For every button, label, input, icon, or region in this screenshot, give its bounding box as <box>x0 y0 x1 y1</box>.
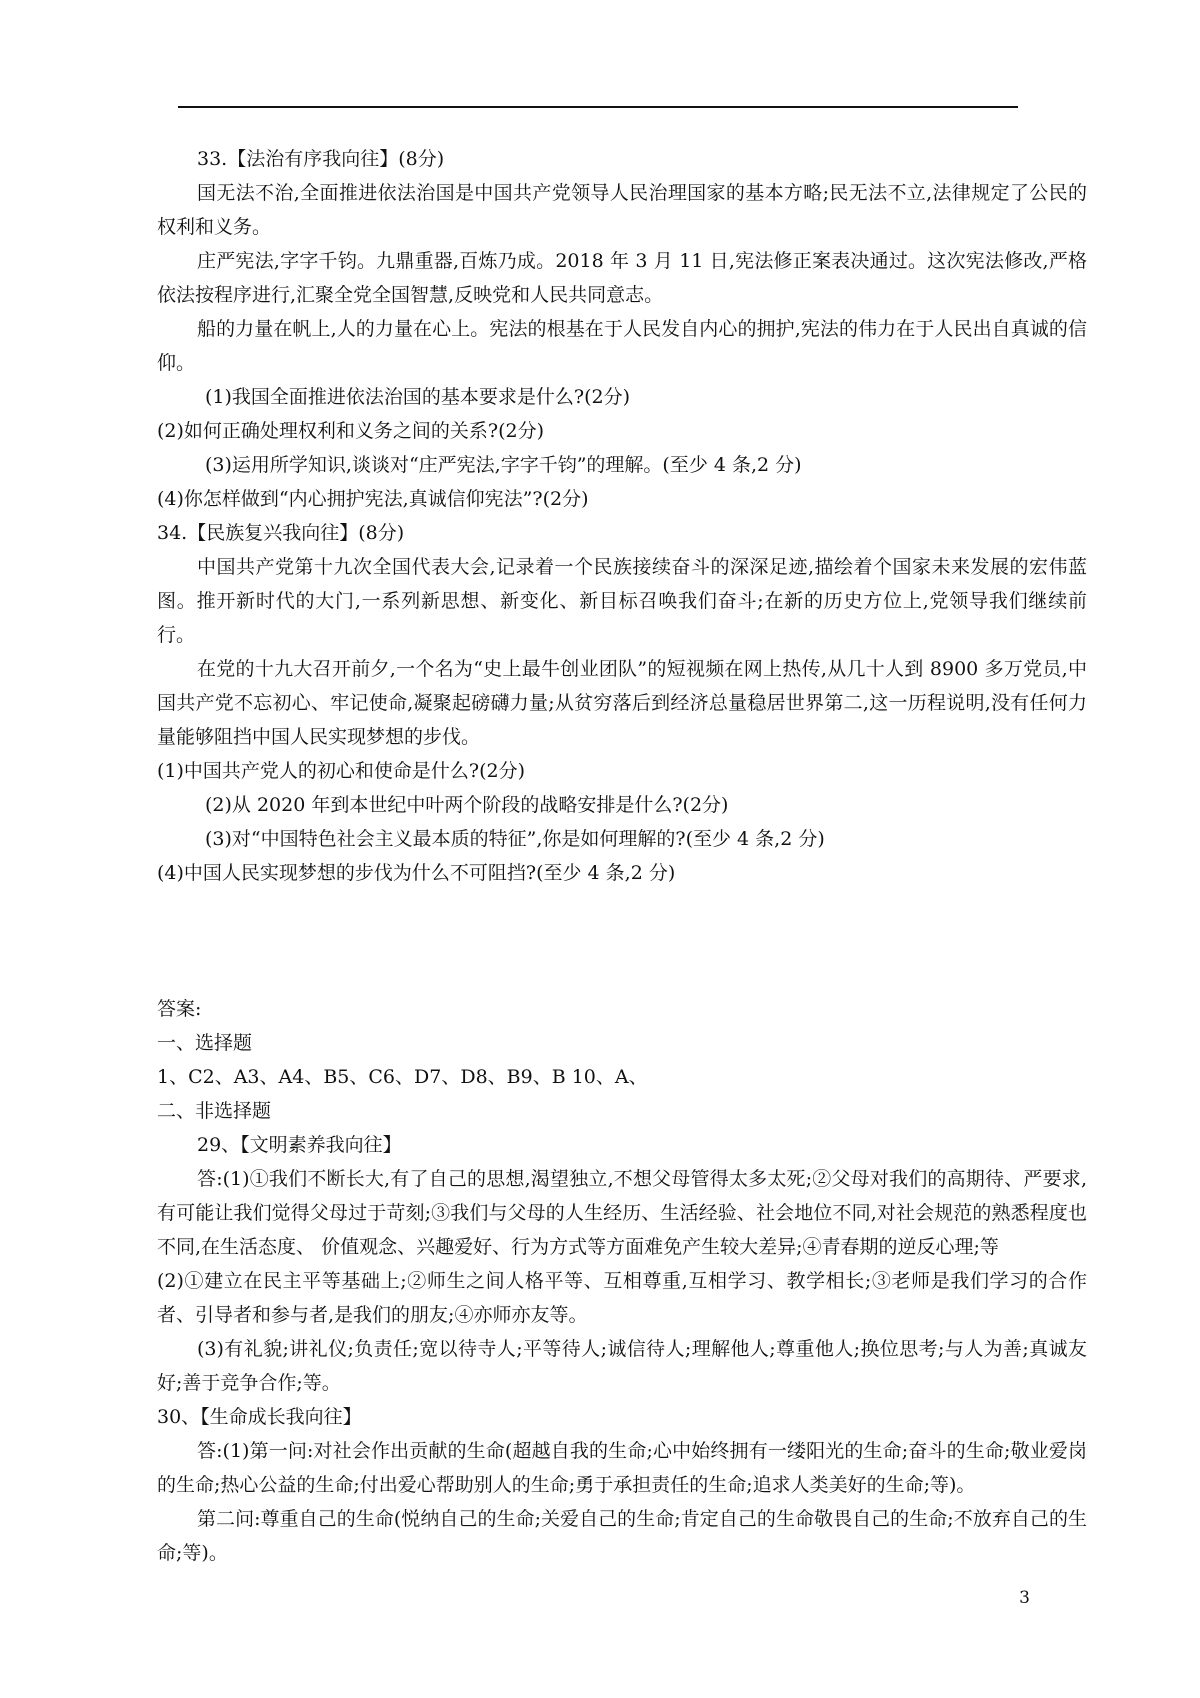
q34-paragraph-1: 中国共产党第十九次全国代表大会,记录着一个民族接续奋斗的深深足迹,描绘着个国家未来发展的宏伟蓝图。推开新时代的大门,一系列新思想、新变化、新目标召唤我们奋斗;在新的历史方位上,党领导我们继续前行。 <box>157 556 1087 646</box>
answers-choice-list: 1、C2、A3、A4、B5、C6、D7、D8、B9、B 10、A、 <box>157 1066 648 1088</box>
q33-question-3: (3)运用所学知识,谈谈对“庄严宪法,字字千钧”的理解。(至少 4 条,2 分) <box>205 454 802 476</box>
q34-question-3: (3)对“中国特色社会主义最本质的特征”,你是如何理解的?(至少 4 条,2 分) <box>205 828 825 850</box>
q34-heading: 34.【民族复兴我向往】(8分) <box>157 522 405 544</box>
answer-30-title: 30、【生命成长我向往】 <box>157 1406 362 1428</box>
answer-30-part-2: 第二问:尊重自己的生命(悦纳自己的生命;关爱自己的生命;肯定自己的生命敬畏自己的生命;不放弃自己的生命;等)。 <box>157 1508 1087 1564</box>
answers-section-1-title: 一、选择题 <box>157 1032 253 1054</box>
answers-section-2-title: 二、非选择题 <box>157 1100 272 1122</box>
answer-29-part-1: 答:(1)①我们不断长大,有了自己的思想,渴望独立,不想父母管得太多太死;②父母对我们的高期待、严要求,有可能让我们觉得父母过于苛刻;③我们与父母的人生经历、生活经验、社会地位不同,对社会规范的熟悉程度也不同,在生活态度、 价值观念、兴趣爱好、行为方式等方面难免产生较大差异;④青春期的逆反心理;等 <box>157 1168 1087 1258</box>
q34-question-1: (1)中国共产党人的初心和使命是什么?(2分) <box>157 760 526 782</box>
answers-title: 答案: <box>157 998 202 1020</box>
answer-29-title: 29、【文明素养我向往】 <box>197 1134 402 1156</box>
answer-29-part-2: (2)①建立在民主平等基础上;②师生之间人格平等、互相尊重,互相学习、教学相长;③老师是我们学习的合作者、引导者和参与者,是我们的朋友;④亦师亦友等。 <box>157 1270 1087 1326</box>
q33-paragraph-2: 庄严宪法,字字千钧。九鼎重器,百炼乃成。2018 年 3 月 11 日,宪法修正案表决通过。这次宪法修改,严格依法按程序进行,汇聚全党全国智慧,反映党和人民共同意志。 <box>157 250 1087 306</box>
answer-30-part-1: 答:(1)第一问:对社会作出贡献的生命(超越自我的生命;心中始终拥有一缕阳光的生命;奋斗的生命;敬业爱岗的生命;热心公益的生命;付出爱心帮助别人的生命;勇于承担责任的生命;追求人类美好的生命;等)。 <box>157 1440 1087 1496</box>
q33-question-1: (1)我国全面推进依法治国的基本要求是什么?(2分) <box>205 386 631 408</box>
q33-paragraph-1: 国无法不治,全面推进依法治国是中国共产党领导人民治理国家的基本方略;民无法不立,法律规定了公民的权利和义务。 <box>157 182 1087 238</box>
answer-29-part-3: (3)有礼貌;讲礼仪;负责任;宽以待寺人;平等待人;诚信待人;理解他人;尊重他人;换位思考;与人为善;真诚友好;善于竞争合作;等。 <box>157 1338 1087 1394</box>
header-rule <box>178 106 1018 108</box>
q34-question-4: (4)中国人民实现梦想的步伐为什么不可阻挡?(至少 4 条,2 分) <box>157 862 676 884</box>
q34-question-2: (2)从 2020 年到本世纪中叶两个阶段的战略安排是什么?(2分) <box>205 794 729 816</box>
section-spacer <box>157 890 1087 992</box>
q33-heading: 33.【法治有序我向往】(8分) <box>197 148 445 170</box>
page-number: 3 <box>1019 1588 1030 1608</box>
q33-question-4: (4)你怎样做到“内心拥护宪法,真诚信仰宪法”?(2分) <box>157 488 589 510</box>
q34-paragraph-2: 在党的十九大召开前夕,一个名为“史上最牛创业团队”的短视频在网上热传,从几十人到 8900 多万党员,中国共产党不忘初心、牢记使命,凝聚起磅礴力量;从贫穷落后到经济总量稳居世界第二,这一历程说明,没有任何力量能够阻挡中国人民实现梦想的步伐。 <box>157 658 1087 748</box>
q33-question-2: (2)如何正确处理权利和义务之间的关系?(2分) <box>157 420 545 442</box>
q33-paragraph-3: 船的力量在帆上,人的力量在心上。宪法的根基在于人民发自内心的拥护,宪法的伟力在于人民出自真诚的信仰。 <box>157 318 1087 374</box>
page-content <box>157 142 1087 1570</box>
